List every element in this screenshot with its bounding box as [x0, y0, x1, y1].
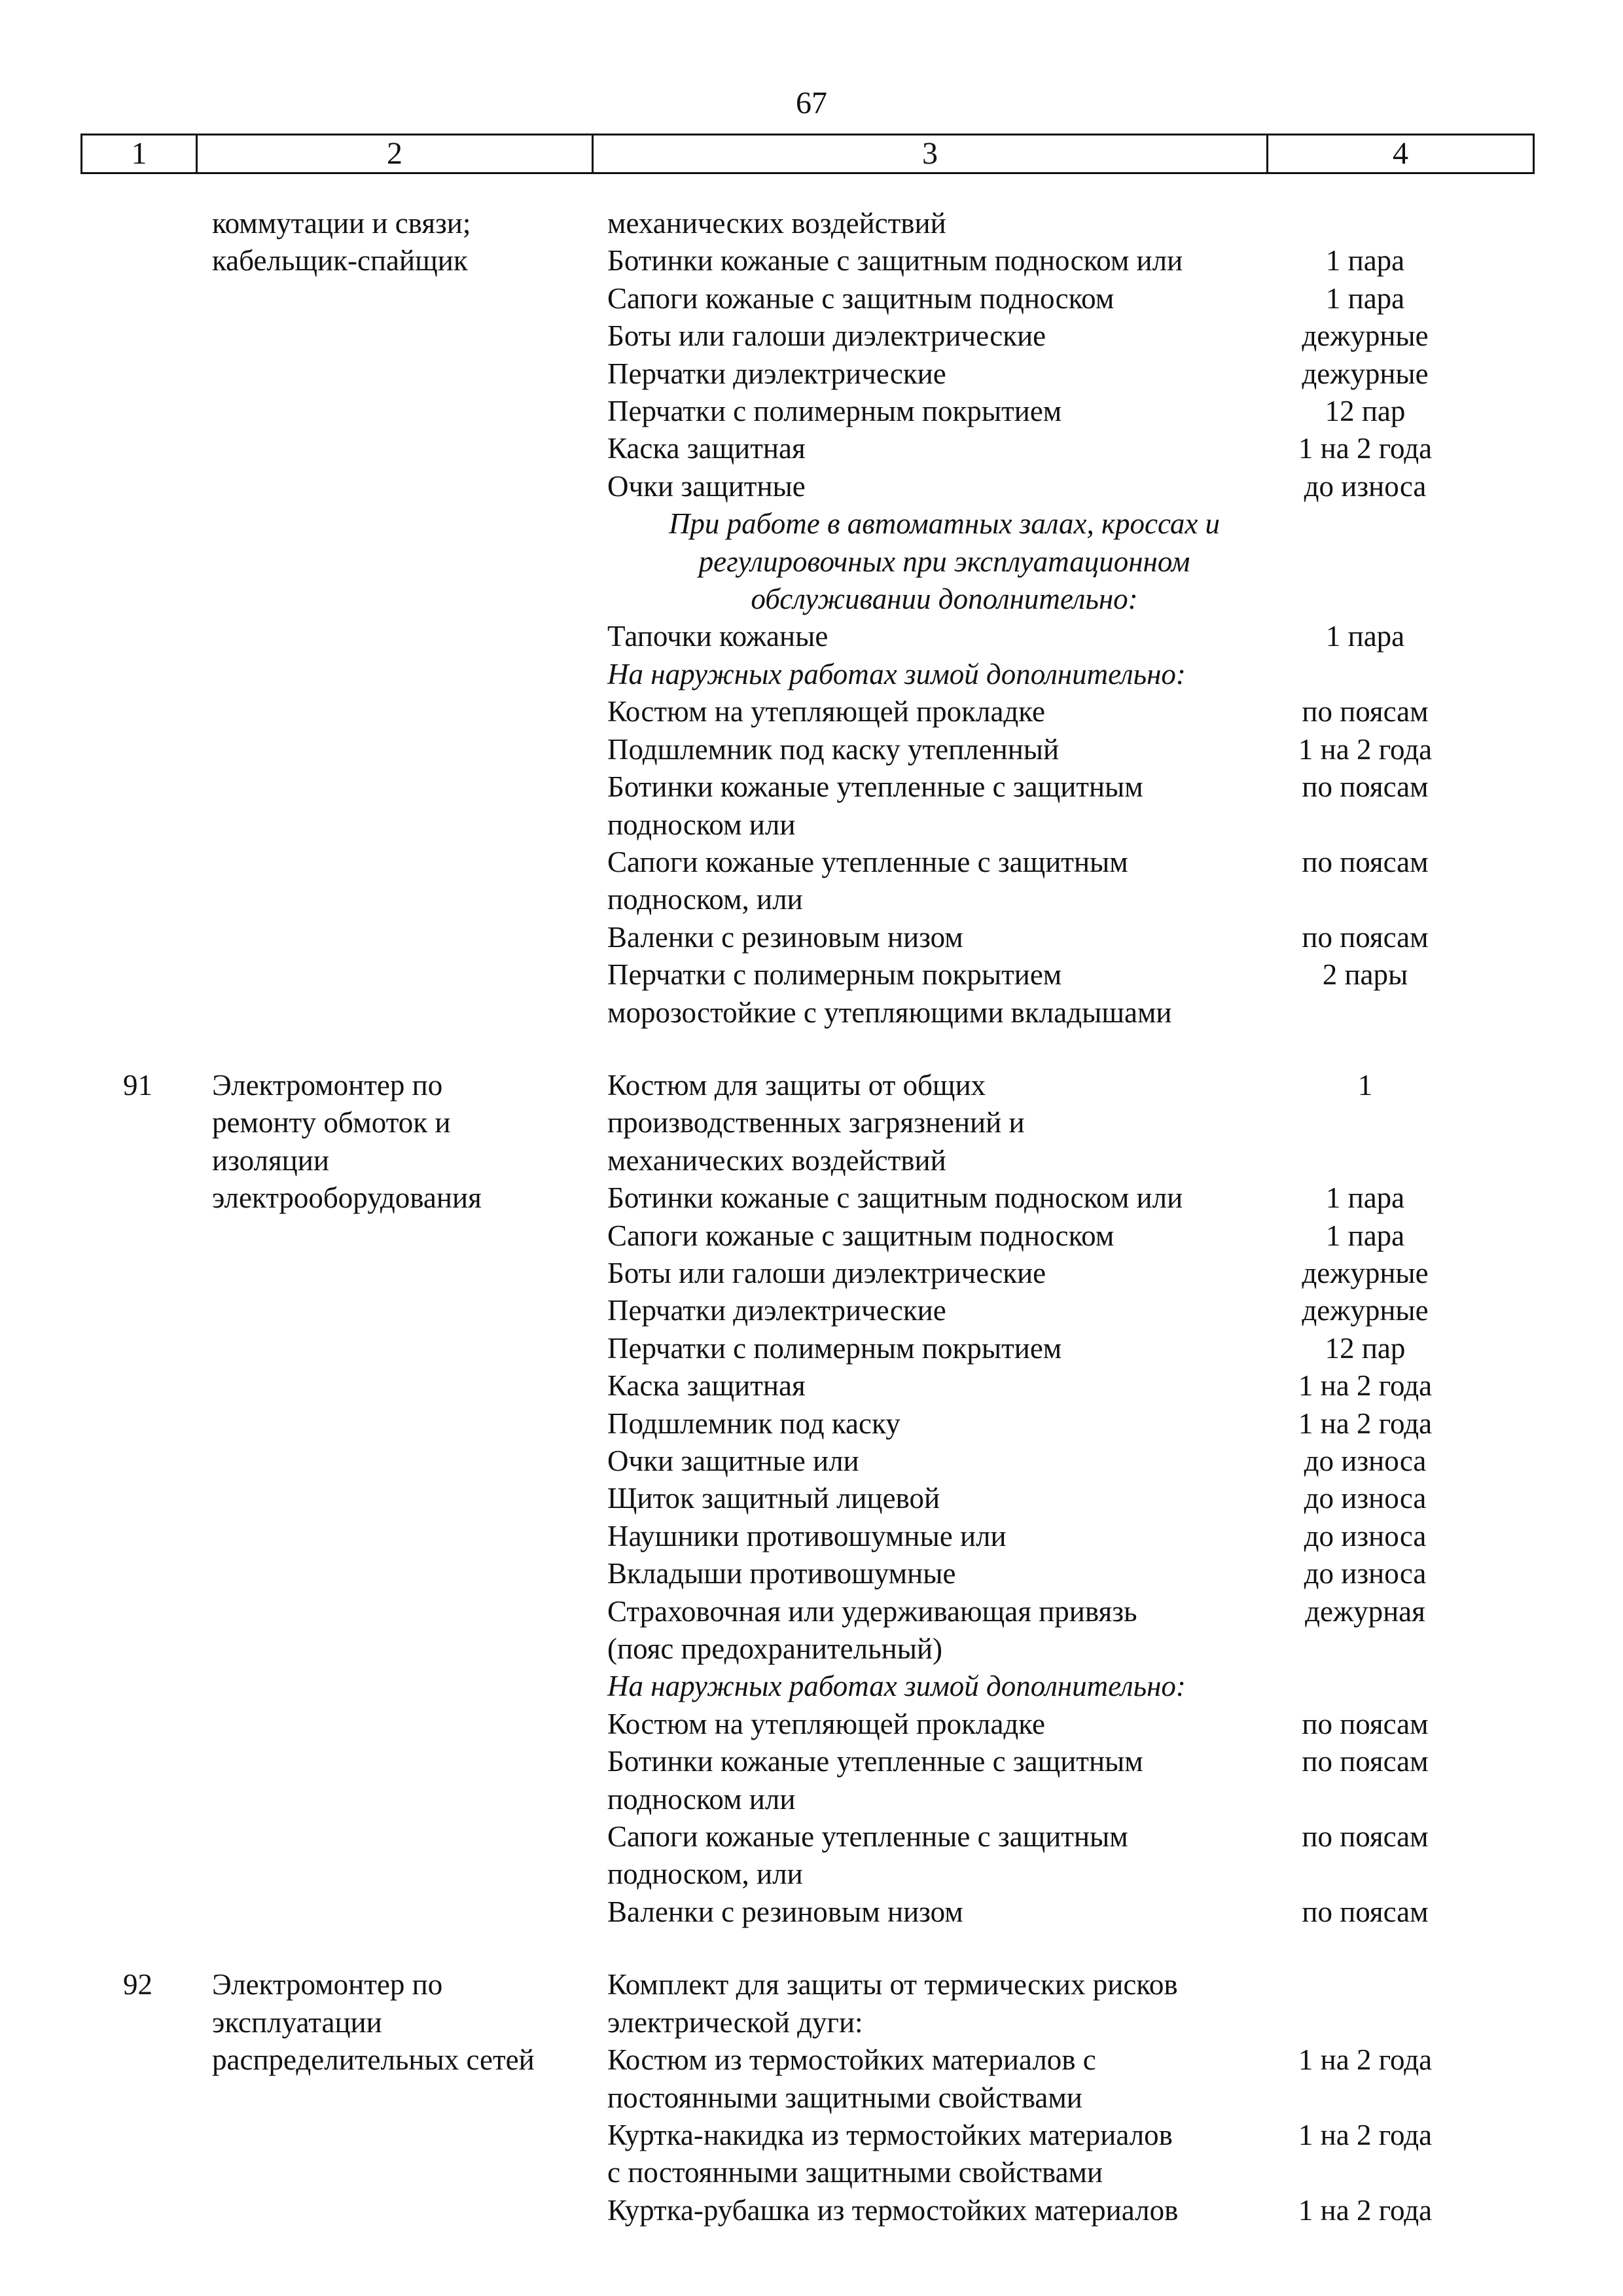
- issue-norm: 1 пара: [1325, 620, 1405, 653]
- list-item: [605, 1966, 1623, 2003]
- list-item: [605, 1104, 1623, 1141]
- issue-norm: [1284, 1966, 1446, 2003]
- profession-name: Электромонтер по эксплуатации распределительных сетей: [212, 1968, 535, 2077]
- issue-norm: 1 на 2 года: [1298, 1407, 1433, 1440]
- list-item: [605, 1292, 1623, 1329]
- list-item: [605, 1405, 1623, 1443]
- row-number: [0, 205, 212, 1031]
- equipment-item: подноском, или: [607, 1857, 803, 1891]
- equipment-item: Наушники противошумные или: [607, 1519, 1007, 1552]
- subheading-text: На наружных работах зимой дополнительно:: [607, 657, 1186, 691]
- issue-norm: дежурные: [1302, 1256, 1429, 1289]
- issue-norm: 1 на 2 года: [1298, 732, 1433, 766]
- issue-norm: 1 на 2 года: [1298, 1369, 1433, 1403]
- equipment-item: Костюм из термостойких материалов с: [607, 2043, 1096, 2077]
- list-item: [605, 656, 1623, 693]
- list-item: [605, 1067, 1623, 1104]
- equipment-item: Костюм на утепляющей прокладке: [607, 1707, 1046, 1740]
- subheading-text: регулировочных при эксплуатационном: [698, 545, 1190, 578]
- issue-norm: по поясам: [1302, 1895, 1429, 1928]
- equipment-item: Вкладыши противошумные: [607, 1557, 956, 1590]
- list-item: [605, 1179, 1623, 1217]
- table-row-block: [0, 205, 1623, 1031]
- issue-norm: 1 на 2 года: [1298, 432, 1433, 465]
- issue-norm: 2 пары: [1322, 958, 1408, 992]
- equipment-item: (пояс предохранительный): [607, 1632, 943, 1666]
- list-item: [605, 355, 1623, 393]
- list-item: [605, 1367, 1623, 1405]
- equipment-item: Комплект для защиты от термических рисков: [607, 1968, 1178, 2001]
- equipment-item: с постоянными защитными свойствами: [607, 2156, 1103, 2189]
- equipment-item: Очки защитные или: [607, 1444, 859, 1477]
- equipment-item: Сапоги кожаные утепленные с защитным: [607, 1820, 1128, 1854]
- list-item: [605, 1743, 1623, 1780]
- issue-norm: [1284, 1856, 1446, 1893]
- equipment-item: Каска защитная: [607, 1369, 806, 1403]
- list-item: [605, 2004, 1623, 2041]
- equipment-item: Ботинки кожаные с защитным подноском или: [607, 1181, 1183, 1215]
- equipment-list: [605, 205, 1623, 1031]
- issue-norm: по поясам: [1302, 920, 1429, 954]
- issue-norm: [1284, 656, 1446, 693]
- row-number: 91: [123, 1068, 152, 1102]
- list-item: [605, 1555, 1623, 1592]
- list-item: [605, 1668, 1623, 1705]
- equipment-item: Перчатки диэлектрические: [607, 1294, 946, 1327]
- list-item: [605, 205, 1623, 242]
- list-item: [605, 693, 1623, 730]
- list-item: [605, 1706, 1623, 1743]
- list-item: [605, 1217, 1623, 1255]
- equipment-item: Ботинки кожаные утепленные с защитным: [607, 1745, 1143, 1778]
- table-header-row: [80, 134, 1535, 174]
- list-item: [605, 1630, 1623, 1668]
- equipment-item: Валенки с резиновым низом: [607, 920, 963, 954]
- equipment-item: Боты или галоши диэлектрические: [607, 319, 1046, 353]
- issue-norm: [1284, 1781, 1446, 1818]
- issue-norm: по поясам: [1302, 770, 1429, 804]
- equipment-item: Перчатки с полимерным покрытием: [607, 1331, 1062, 1365]
- subheading-text: На наружных работах зимой дополнительно:: [607, 1670, 1186, 1703]
- equipment-item: подноском, или: [607, 883, 803, 916]
- equipment-item: Подшлемник под каску: [607, 1407, 901, 1440]
- equipment-item: механических воздействий: [607, 207, 946, 240]
- issue-norm: до износа: [1304, 1557, 1427, 1590]
- issue-norm: [1284, 1104, 1446, 1141]
- equipment-item: постоянными защитными свойствами: [607, 2081, 1082, 2114]
- issue-norm: по поясам: [1302, 845, 1429, 878]
- issue-norm: дежурные: [1302, 357, 1429, 390]
- list-item: [605, 1893, 1623, 1931]
- list-item: [605, 618, 1623, 655]
- equipment-item: Костюм для защиты от общих: [607, 1068, 986, 1102]
- issue-norm: дежурные: [1302, 319, 1429, 353]
- issue-norm: [1284, 2004, 1446, 2041]
- list-item: [605, 1518, 1623, 1555]
- list-item: [605, 2192, 1623, 2229]
- table-row-block: [0, 1067, 1623, 1931]
- issue-norm: 1 на 2 года: [1298, 2118, 1433, 2151]
- issue-norm: 1 на 2 года: [1298, 2043, 1433, 2077]
- list-item: [605, 1142, 1623, 1179]
- issue-norm: 1 пара: [1325, 281, 1405, 315]
- equipment-item: Валенки с резиновым низом: [607, 1895, 963, 1928]
- issue-norm: до износа: [1304, 1444, 1427, 1477]
- list-item: [605, 1818, 1623, 1856]
- issue-norm: 12 пар: [1325, 395, 1406, 428]
- equipment-item: Куртка-накидка из термостойких материалов: [607, 2118, 1173, 2151]
- equipment-item: Подшлемник под каску утепленный: [607, 732, 1060, 766]
- profession-name: коммутации и связи; кабельщик-спайщик: [212, 207, 471, 278]
- equipment-item: Ботинки кожаные с защитным подноском или: [607, 244, 1183, 278]
- list-item: [605, 2154, 1623, 2191]
- issue-norm: дежурные: [1302, 1294, 1429, 1327]
- issue-norm: [1284, 1630, 1446, 1668]
- equipment-item: Страховочная или удерживающая привязь: [607, 1594, 1137, 1628]
- equipment-list: [605, 1966, 1623, 2229]
- equipment-item: Ботинки кожаные утепленные с защитным: [607, 770, 1143, 804]
- issue-norm: по поясам: [1302, 1820, 1429, 1854]
- issue-norm: [1284, 1668, 1446, 1705]
- list-item: [605, 280, 1623, 317]
- list-item: [605, 2079, 1623, 2117]
- equipment-item: механических воздействий: [607, 1143, 946, 1177]
- list-item: [605, 768, 1623, 806]
- list-item: [605, 543, 1623, 581]
- list-item: [605, 1330, 1623, 1367]
- issue-norm: 1: [1357, 1068, 1373, 1102]
- issue-norm: до износа: [1304, 1519, 1427, 1552]
- issue-norm: 1 пара: [1325, 1181, 1405, 1215]
- issue-norm: [1284, 806, 1446, 844]
- issue-norm: [1284, 2079, 1446, 2117]
- issue-norm: до износа: [1304, 1482, 1427, 1515]
- issue-norm: [1284, 1142, 1446, 1179]
- equipment-item: Перчатки с полимерным покрытием: [607, 958, 1062, 992]
- equipment-item: Перчатки диэлектрические: [607, 357, 946, 390]
- equipment-item: подноском или: [607, 808, 796, 841]
- issue-norm: по поясам: [1302, 695, 1429, 728]
- list-item: [605, 581, 1623, 618]
- equipment-item: Сапоги кожаные с защитным подноском: [607, 281, 1115, 315]
- page-number: 67: [796, 86, 827, 120]
- list-item: [605, 1443, 1623, 1480]
- issue-norm: до износа: [1304, 469, 1427, 503]
- list-item: [605, 956, 1623, 994]
- issue-norm: дежурная: [1305, 1594, 1425, 1628]
- issue-norm: [1284, 994, 1446, 1031]
- list-item: [605, 844, 1623, 881]
- equipment-item: производственных загрязнений и: [607, 1106, 1025, 1139]
- list-item: [605, 1593, 1623, 1630]
- list-item: [605, 731, 1623, 768]
- list-item: [605, 2041, 1623, 2079]
- column-header-4: 4: [1393, 136, 1408, 171]
- equipment-item: Костюм на утепляющей прокладке: [607, 695, 1046, 728]
- issue-norm: 1 пара: [1325, 1219, 1405, 1252]
- equipment-item: Каска защитная: [607, 432, 806, 465]
- issue-norm: 12 пар: [1325, 1331, 1406, 1365]
- equipment-item: Очки защитные: [607, 469, 806, 503]
- list-item: [605, 806, 1623, 844]
- list-item: [605, 1255, 1623, 1292]
- subheading-text: обслуживании дополнительно:: [751, 583, 1138, 616]
- equipment-item: Сапоги кожаные с защитным подноском: [607, 1219, 1115, 1252]
- issue-norm: по поясам: [1302, 1745, 1429, 1778]
- equipment-item: Перчатки с полимерным покрытием: [607, 395, 1062, 428]
- list-item: [605, 393, 1623, 430]
- list-item: [605, 1781, 1623, 1818]
- equipment-item: морозостойкие с утепляющими вкладышами: [607, 996, 1172, 1029]
- column-header-1: 1: [82, 135, 198, 172]
- list-item: [605, 317, 1623, 355]
- row-number: 92: [123, 1968, 152, 2001]
- issue-norm: [1284, 581, 1446, 618]
- issue-norm: [1284, 2154, 1446, 2191]
- list-item: [605, 430, 1623, 467]
- list-item: [605, 242, 1623, 279]
- list-item: [605, 994, 1623, 1031]
- list-item: [605, 919, 1623, 956]
- issue-norm: [1284, 505, 1446, 543]
- list-item: [605, 1856, 1623, 1893]
- equipment-item: Сапоги кожаные утепленные с защитным: [607, 845, 1128, 878]
- equipment-item: подноском или: [607, 1782, 796, 1816]
- issue-norm: 1 пара: [1325, 244, 1405, 278]
- column-header-2: 2: [198, 135, 594, 172]
- issue-norm: [1284, 205, 1446, 242]
- list-item: [605, 881, 1623, 918]
- equipment-item: Тапочки кожаные: [607, 620, 829, 653]
- list-item: [605, 505, 1623, 543]
- equipment-item: Куртка-рубашка из термостойких материалов: [607, 2193, 1179, 2227]
- table-row-block: [0, 1966, 1623, 2229]
- list-item: [605, 2117, 1623, 2154]
- table-body: [0, 205, 1623, 2229]
- column-header-3: 3: [594, 135, 1268, 172]
- list-item: [605, 1480, 1623, 1517]
- equipment-item: Боты или галоши диэлектрические: [607, 1256, 1046, 1289]
- equipment-item: Щиток защитный лицевой: [607, 1482, 940, 1515]
- issue-norm: [1284, 881, 1446, 918]
- subheading-text: При работе в автоматных залах, кроссах и: [668, 507, 1221, 541]
- issue-norm: [1284, 543, 1446, 581]
- list-item: [605, 468, 1623, 505]
- equipment-item: электрической дуги:: [607, 2005, 863, 2039]
- issue-norm: по поясам: [1302, 1707, 1429, 1740]
- profession-name: Электромонтер по ремонту обмоток и изоляции электрооборудования: [212, 1068, 482, 1215]
- issue-norm: 1 на 2 года: [1298, 2193, 1433, 2227]
- equipment-list: [605, 1067, 1623, 1931]
